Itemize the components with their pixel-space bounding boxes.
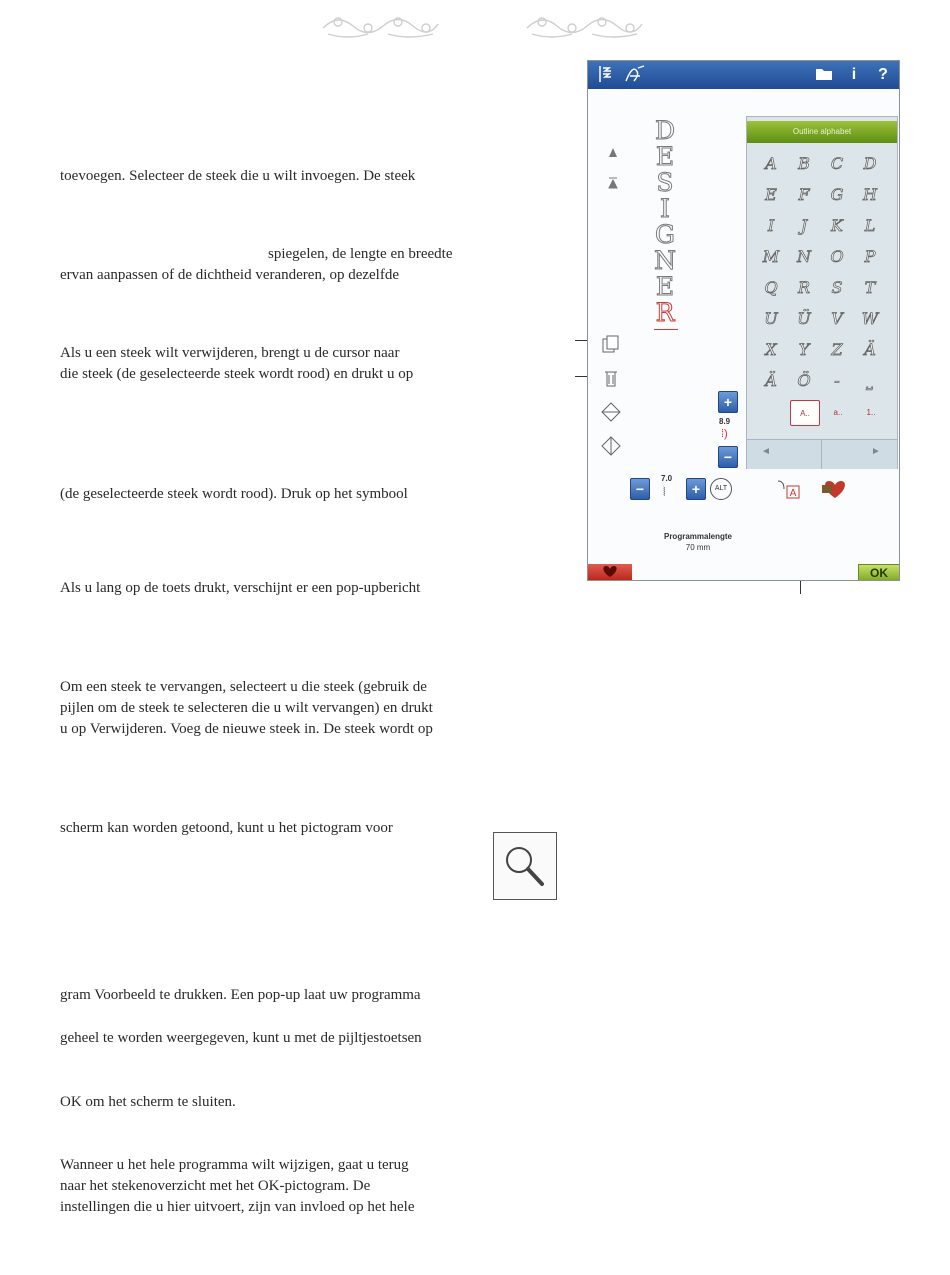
scroll-right-button[interactable]: ► [871, 446, 881, 457]
width-decrease-button[interactable]: − [630, 478, 650, 500]
ok-button[interactable]: OK [858, 564, 900, 581]
density-decrease-button[interactable]: − [718, 446, 738, 468]
text-line: instellingen die u hier uitvoert, zijn van invloed op het hele [60, 1199, 415, 1215]
magnifier-pictogram [493, 832, 557, 900]
nav-divider [821, 440, 822, 469]
floral-ornament-left [318, 8, 443, 42]
stitch-program[interactable] [650, 116, 680, 327]
density-value: 8.9 [719, 417, 731, 426]
magnifier-icon [494, 833, 556, 899]
text-line: pijlen om de steek te selecteren die u wilt vervangen) en drukt [60, 700, 433, 716]
svg-text:A: A [789, 488, 797, 499]
key[interactable]: C [830, 154, 844, 173]
program-length-label: Programmalengte [663, 532, 733, 541]
floral-ornament-right [522, 8, 647, 42]
key[interactable]: - [834, 371, 840, 390]
program-letter[interactable]: S [656, 168, 674, 197]
key[interactable]: Z [831, 340, 843, 359]
key[interactable]: W [861, 309, 879, 328]
alphabet-keyboard [746, 116, 898, 469]
key[interactable]: M [762, 247, 780, 266]
space-key[interactable]: ⎵ [866, 371, 874, 390]
key[interactable]: Q [764, 278, 778, 297]
machine-screen [587, 60, 900, 581]
delete-icon[interactable] [600, 367, 622, 389]
text-line: u op Verwijderen. Voeg de nieuwe steek in. De steek wordt op [60, 721, 433, 737]
key[interactable]: Ü [797, 309, 811, 328]
text-line: Wanneer u het hele programma wilt wijzigen, gaat u terug [60, 1157, 409, 1173]
program-letter[interactable]: G [655, 220, 675, 249]
numbers-button[interactable]: 1.. [866, 408, 876, 417]
program-letter[interactable]: E [655, 142, 675, 171]
key[interactable]: N [797, 247, 811, 266]
text-line: naar het stekenoverzicht met het OK-pictogram. De [60, 1178, 371, 1194]
key[interactable]: E [765, 185, 777, 204]
text-line: spiegelen, de lengte en breedte [268, 246, 453, 262]
key[interactable]: I [767, 216, 775, 235]
text-case-icon[interactable] [776, 477, 802, 501]
width-increase-button[interactable]: + [686, 478, 706, 500]
text-line: die steek (de geselecteerde steek wordt rood) en drukt u op [60, 366, 414, 382]
text-line: geheel te worden weergegeven, kunt u met de pijltjestoetsen [60, 1030, 422, 1046]
info-icon[interactable]: i [851, 66, 857, 83]
program-letter[interactable]: E [655, 272, 675, 301]
font-script-icon[interactable] [624, 64, 646, 86]
mirror-vertical-icon[interactable] [600, 401, 622, 423]
screen-top-bar [588, 61, 899, 89]
key[interactable]: D [863, 154, 877, 173]
key[interactable]: Ä [864, 340, 876, 359]
lowercase-button[interactable]: a.. [833, 408, 843, 417]
key[interactable]: R [797, 278, 811, 297]
favorite-button[interactable] [588, 564, 632, 581]
program-letter[interactable]: D [654, 116, 676, 145]
density-icon: ⁞) [721, 428, 728, 440]
key[interactable]: K [831, 216, 843, 235]
arrow-up-icon[interactable] [602, 145, 624, 167]
text-line: ervan aanpassen of de dichtheid veranderen, op dezelfde [60, 267, 400, 283]
text-line: OK om het scherm te sluiten. [60, 1094, 236, 1110]
text-line: toevoegen. Selecteer de steek die u wilt invoegen. De steek [60, 168, 416, 184]
key[interactable]: P [864, 247, 876, 266]
key[interactable]: O [830, 247, 844, 266]
key[interactable]: Ö [797, 371, 811, 390]
key[interactable]: A [765, 154, 777, 173]
key[interactable]: L [864, 216, 876, 235]
key[interactable]: B [798, 154, 810, 173]
embroidery-heart-icon[interactable] [820, 477, 850, 501]
key[interactable]: S [831, 278, 843, 297]
uppercase-button[interactable]: A.. [790, 400, 820, 426]
duplicate-icon[interactable] [600, 333, 622, 355]
arrow-top-icon[interactable] [602, 175, 624, 197]
folder-icon[interactable] [814, 64, 834, 86]
program-length [618, 531, 778, 553]
text-line: Als u lang op de toets drukt, verschijnt er een pop-upbericht [60, 580, 421, 596]
program-length-value: 70 mm [685, 543, 711, 552]
text-line: gram Voorbeeld te drukken. Een pop-up laat uw programma [60, 987, 421, 1003]
cursor-marker [654, 329, 678, 330]
stitch-menu-icon[interactable] [596, 64, 614, 86]
program-letter[interactable]: I [660, 194, 670, 223]
key[interactable]: G [830, 185, 844, 204]
key[interactable]: X [765, 340, 777, 359]
scroll-left-button[interactable]: ◄ [761, 446, 771, 457]
text-line: (de geselecteerde steek wordt rood). Druk op het symbool [60, 486, 408, 502]
width-value: 7.0 [661, 474, 673, 483]
key[interactable]: U [764, 309, 778, 328]
key[interactable]: J [800, 216, 808, 235]
program-letter-selected[interactable]: R [655, 298, 675, 327]
key[interactable]: H [863, 185, 877, 204]
key[interactable]: V [831, 309, 843, 328]
keyboard-nav-bar [747, 439, 897, 469]
heart-icon [601, 564, 619, 578]
mirror-horizontal-icon[interactable] [600, 435, 622, 457]
text-line: Als u een steek wilt verwijderen, brengt u de cursor naar [60, 345, 400, 361]
help-icon[interactable]: ? [878, 66, 888, 83]
key[interactable]: Ä [765, 371, 777, 390]
zigzag-icon: ⦚ [663, 485, 666, 499]
key[interactable]: F [798, 185, 810, 204]
text-line: Om een steek te vervangen, selecteert u die steek (gebruik de [60, 679, 427, 695]
key[interactable]: T [864, 278, 876, 297]
program-letter[interactable]: N [654, 246, 676, 275]
alt-button[interactable]: ALT [710, 478, 732, 500]
density-increase-button[interactable]: + [718, 391, 738, 413]
key[interactable]: Y [798, 340, 810, 359]
keyboard-title: Outline alphabet [747, 121, 897, 143]
text-line: scherm kan worden getoond, kunt u het pictogram voor [60, 820, 393, 836]
